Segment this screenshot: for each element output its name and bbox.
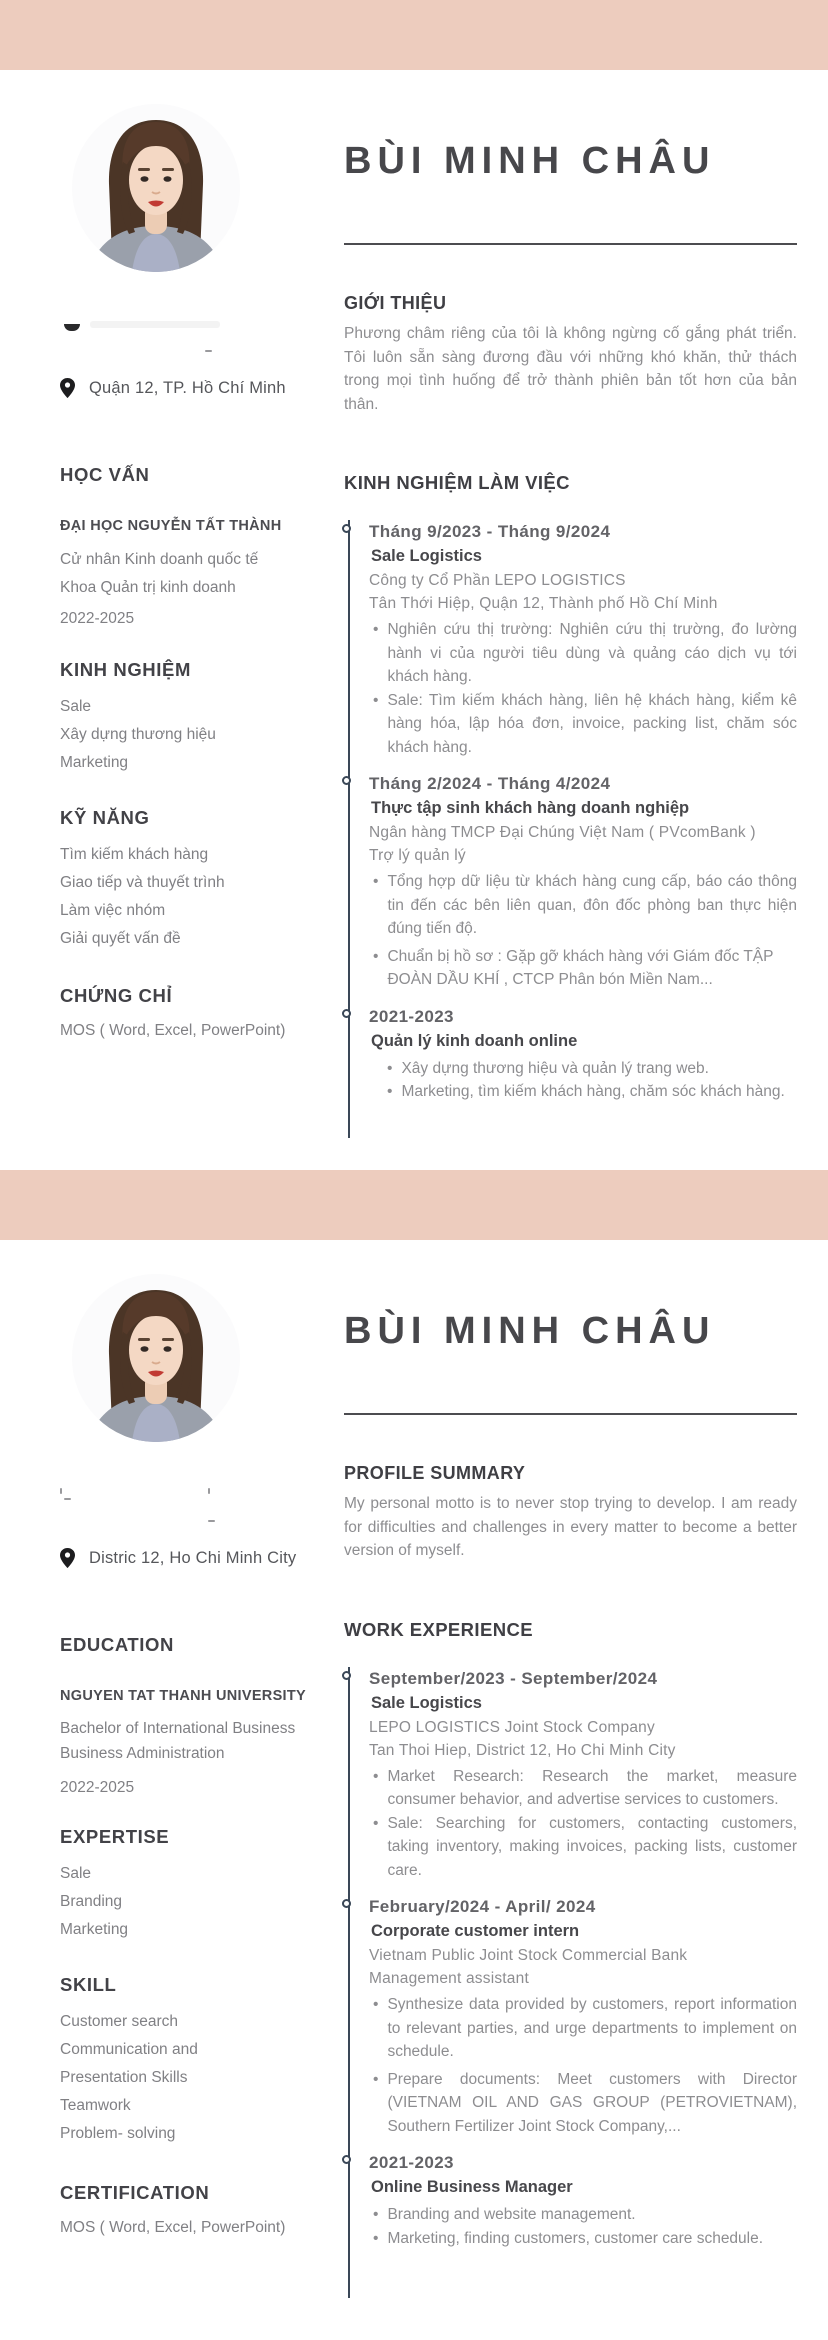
entry-address: Tân Thới Hiệp, Quận 12, Thành phố Hồ Chí Minh	[369, 595, 718, 612]
entry-role: Management assistant	[369, 1970, 529, 1987]
entry-bullet: • Prepare documents: Meet customers with Director (VIETNAM OIL AND GAS GROUP (PETROVIETNAM), Southern Fertilizer Joint Stock Company,...	[373, 2070, 797, 2135]
skills-heading: SKILL	[60, 1974, 117, 1995]
location-pin-icon	[60, 378, 75, 398]
skill-item: Tìm kiếm khách hàng	[60, 846, 209, 863]
timeline-dot	[342, 524, 351, 533]
redacted-email-row	[60, 1508, 342, 1534]
education-heading: HỌC VẤN	[60, 464, 150, 485]
certification-heading: CERTIFICATION	[60, 2182, 210, 2203]
entry-bullet: • Nghiên cứu thị trường: Nghiên cứu thị trường, đo lường hành vi của người tiêu dùng và quảng cáo dịch vụ tới khách hàng.	[373, 621, 797, 685]
entry-bullet: • Sale: Searching for customers, contacting customers, taking inventory, making invoices, packing lists, customer care.	[373, 1814, 797, 1879]
skill-item: Problem- solving	[60, 2125, 176, 2142]
entry-date: September/2023 - September/2024	[369, 1668, 658, 1688]
skill-item: Customer search	[60, 2013, 179, 2030]
entry-company: Ngân hàng TMCP Đại Chúng Việt Nam ( PVcomBank )	[369, 824, 756, 841]
main-column	[344, 1453, 797, 2298]
redacted-text	[208, 1520, 215, 1522]
work-heading: KINH NGHIỆM LÀM VIỆC	[344, 472, 570, 493]
entry-title: Corporate customer intern	[371, 1922, 580, 1940]
experience-entry	[369, 2151, 797, 2250]
redacted-text	[208, 1488, 210, 1494]
name-divider	[344, 1413, 797, 1415]
skills-heading: KỸ NĂNG	[60, 807, 150, 828]
expertise-heading: EXPERTISE	[60, 1826, 170, 1847]
expertise-item: Sale	[60, 698, 92, 715]
expertise-item: Branding	[60, 1893, 123, 1910]
entry-bullet: • Market Research: Research the market, measure consumer behavior, and advertise services to customers.	[373, 1767, 797, 1808]
entry-company: Vietnam Public Joint Stock Commercial Bank	[369, 1947, 688, 1964]
summary-text: Phương châm riêng của tôi là không ngừng cố gắng phát triển. Tôi luôn sẵn sàng đương đầu với những khó khăn, thử thách trong mọi tình huống để trở thành phiên bản tốt hơn của bản thân.	[344, 325, 797, 413]
certification-heading: CHỨNG CHỈ	[60, 985, 173, 1006]
skill-item: Giao tiếp và thuyết trình	[60, 874, 225, 891]
profile-photo	[72, 104, 240, 272]
profile-photo	[72, 1274, 240, 1442]
person-name: BÙI MINH CHÂU	[344, 1310, 716, 1352]
entry-date: February/2024 - April/ 2024	[369, 1897, 596, 1916]
expertise-item: Xây dựng thương hiệu	[60, 726, 216, 743]
redacted-text	[90, 321, 220, 328]
name-divider	[344, 243, 797, 245]
skill-item: Teamwork	[60, 2097, 131, 2114]
location-pin-icon	[60, 1548, 75, 1568]
experience-entry	[369, 520, 797, 759]
expertise-item: Marketing	[60, 1921, 129, 1938]
skill-item: Làm việc nhóm	[60, 902, 166, 919]
entry-company: Công ty Cổ Phần LEPO LOGISTICS	[369, 572, 626, 589]
summary-heading: GIỚI THIỆU	[344, 293, 447, 313]
expertise-heading: KINH NGHIỆM	[60, 659, 191, 680]
entry-bullet: • Synthesize data provided by customers, report information to relevant parties, and urge departments to implement on schedule.	[373, 1996, 797, 2060]
timeline-dot	[342, 2155, 351, 2164]
redacted-phone-row	[60, 312, 342, 338]
entry-date: Tháng 2/2024 - Tháng 4/2024	[369, 774, 611, 793]
portrait-illustration	[72, 1274, 240, 1442]
experience-timeline	[348, 520, 797, 1138]
entry-bullet: • Chuẩn bị hồ sơ : Gặp gỡ khách hàng với Giám đốc TẬP ĐOÀN DẦU KHÍ , CTCP Phân bón Miền Nam...	[373, 947, 774, 988]
certification-item: MOS ( Word, Excel, PowerPoint)	[60, 1022, 286, 1039]
entry-date: 2021-2023	[369, 2153, 454, 2172]
timeline-dot	[342, 1671, 351, 1680]
entry-role: Trợ lý quản lý	[369, 847, 466, 864]
location-text: Quận 12, TP. Hồ Chí Minh	[89, 378, 286, 397]
expertise-item: Sale	[60, 1865, 92, 1882]
location-text: Distric 12, Ho Chi Minh City	[89, 1548, 297, 1567]
entry-bullet: • Marketing, tìm kiếm khách hàng, chăm sóc khách hàng.	[387, 1083, 785, 1100]
school-name: NGUYEN TAT THANH UNIVERSITY	[60, 1688, 307, 1704]
summary-heading: PROFILE SUMMARY	[344, 1463, 526, 1483]
degree-line: Cử nhân Kinh doanh quốc tế	[60, 551, 259, 568]
portrait-illustration	[72, 104, 240, 272]
education-years: 2022-2025	[60, 610, 135, 627]
redacted-phone-row	[60, 1482, 342, 1508]
redacted-text	[60, 1488, 62, 1494]
entry-bullet: • Sale: Tìm kiếm khách hàng, liên hệ khách hàng, kiểm kê hàng hóa, lập hóa đơn, invoice, packing list, chăm sóc khách hàng.	[373, 691, 797, 756]
experience-entry	[369, 772, 797, 992]
redacted-text	[64, 1498, 71, 1500]
school-name: ĐẠI HỌC NGUYỄN TẤT THÀNH	[60, 518, 282, 534]
timeline-dot	[342, 776, 351, 785]
certification-item: MOS ( Word, Excel, PowerPoint)	[60, 2219, 286, 2236]
entry-date: Tháng 9/2023 - Tháng 9/2024	[369, 522, 611, 541]
entry-bullet: • Tổng hợp dữ liệu từ khách hàng cung cấp, báo cáo thông tin đến các bên liên quan, đôn đốc phòng ban thực hiện đúng tiến độ.	[373, 873, 797, 937]
header-band	[0, 0, 828, 70]
degree-line: Bachelor of International Business	[60, 1720, 296, 1737]
entry-bullet: • Branding and website management.	[373, 2206, 636, 2223]
redacted-text	[205, 350, 212, 352]
work-heading: WORK EXPERIENCE	[344, 1618, 533, 1640]
summary-text: My personal motto is to never stop trying to develop. I am ready for difficulties and challenges in every matter to become a better version of myself.	[344, 1495, 797, 1559]
entry-company: LEPO LOGISTICS Joint Stock Company	[369, 1718, 655, 1736]
redacted-email-row	[60, 338, 342, 364]
person-name: BÙI MINH CHÂU	[344, 140, 716, 182]
entry-title: Sale Logistics	[371, 547, 482, 565]
sidebar	[60, 1482, 342, 2242]
main-column	[344, 283, 797, 1138]
experience-entry	[369, 1667, 797, 1883]
timeline-dot	[342, 1009, 351, 1018]
cv-page-english	[0, 1170, 828, 2340]
experience-timeline	[348, 1667, 797, 2299]
phone-icon	[64, 324, 80, 331]
entry-address: Tan Thoi Hiep, District 12, Ho Chi Minh City	[369, 1741, 676, 1759]
expertise-item: Marketing	[60, 754, 129, 771]
entry-title: Sale Logistics	[371, 1693, 482, 1712]
entry-bullet: • Marketing, finding customers, customer care schedule.	[373, 2229, 764, 2247]
skill-item: Communication and Presentation Skills	[60, 2041, 198, 2086]
education-years: 2022-2025	[60, 1779, 135, 1796]
entry-bullet: • Xây dựng thương hiệu và quản lý trang web.	[387, 1059, 709, 1077]
entry-title: Quản lý kinh doanh online	[371, 1031, 578, 1050]
skill-item: Giải quyết vấn đề	[60, 930, 181, 947]
degree-line: Business Administration	[60, 1745, 225, 1762]
experience-entry	[369, 1895, 797, 2138]
timeline-dot	[342, 1899, 351, 1908]
entry-date: 2021-2023	[369, 1006, 454, 1026]
entry-title: Thực tập sinh khách hàng doanh nghiệp	[371, 799, 690, 817]
experience-entry	[369, 1005, 797, 1104]
entry-title: Online Business Manager	[371, 2178, 573, 2196]
location-row	[60, 1548, 342, 1568]
sidebar	[60, 312, 342, 1045]
degree-line: Khoa Quản trị kinh doanh	[60, 579, 236, 596]
header-band	[0, 1170, 828, 1240]
education-heading: EDUCATION	[60, 1634, 174, 1655]
location-row	[60, 378, 342, 398]
